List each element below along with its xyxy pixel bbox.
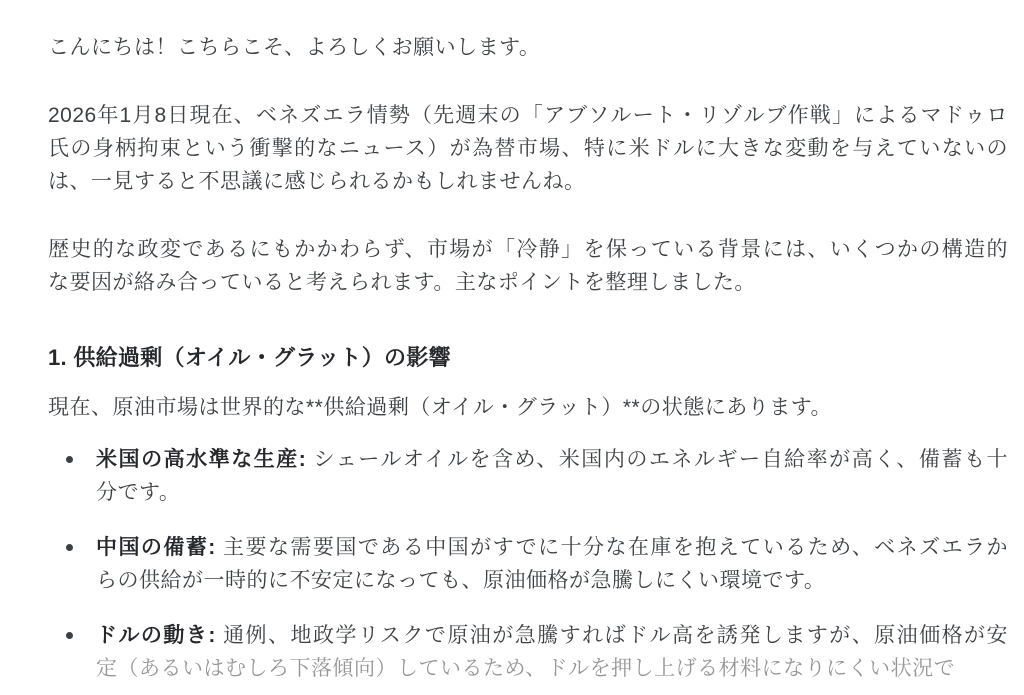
- bullet-text: 通例、地政学リスクで原油が急騰すればドル高を誘発しますが、原油価格が安: [222, 624, 1008, 647]
- bullet-item-us-production: [48, 443, 1008, 509]
- bullet-label: ドルの動き:: [96, 624, 216, 647]
- bullet-item-dollar-movement: [48, 619, 1008, 685]
- section-heading: 1. 供給過剰（オイル・グラット）の影響: [48, 345, 451, 370]
- message-line: 歴史的な政変であるにもかかわらず、市場が「冷静」を保っている背景には、いくつかの構造的: [48, 238, 1008, 261]
- bullet-text: シェールオイルを含め、米国内のエネルギー自給率が高く、備蓄も十: [312, 448, 1008, 471]
- bullet-item-china-stockpile: [48, 531, 1008, 597]
- bullet-text: 主要な需要国である中国がすでに十分な在庫を抱えているため、ベネズエラか: [222, 536, 1008, 559]
- message-line: は、一見すると不思議に感じられるかもしれませんね。: [48, 170, 586, 193]
- message-line: な要因が絡み合っていると考えられます。主なポイントを整理しました。: [48, 271, 756, 294]
- bullet-marker-icon: [66, 456, 73, 463]
- bullet-label: 米国の高水準な生産:: [96, 448, 307, 471]
- situation-paragraph: [48, 99, 1008, 198]
- bullet-first-line: [96, 619, 1008, 652]
- greeting-paragraph: [48, 31, 1008, 64]
- bullet-list: [48, 443, 1008, 685]
- message-line: 氏の身柄拘束という衝撃的なニュース）が為替市場、特に米ドルに大きな変動を与えていないの: [48, 137, 1008, 160]
- bullet-continuation-line: 分です。: [96, 481, 181, 504]
- bullet-continuation-line: らの供給が一時的に不安定になっても、原油価格が急騰しにくい環境です。: [96, 569, 826, 592]
- bullet-label: 中国の備蓄:: [96, 536, 216, 559]
- bullet-marker-icon: [66, 544, 73, 551]
- background-paragraph: [48, 233, 1008, 299]
- message-line: 現在、原油市場は世界的な**供給過剰（オイル・グラット）**の状態にあります。: [48, 396, 833, 419]
- bullet-marker-icon: [66, 632, 73, 639]
- bullet-first-line: [96, 531, 1008, 564]
- message-line: こんにちは！こちらこそ、よろしくお願いします。: [48, 36, 541, 59]
- message-line: 2026年1月8日現在、ベネズエラ情勢（先週末の「アブソルート・リゾルブ作戦」によるマドゥロ: [48, 104, 1008, 127]
- section-intro-paragraph: [48, 391, 1008, 424]
- bullet-continuation-line-streaming: 定（あるいはむしろ下落傾向）しているため、ドルを押し上げる材料になりにくい状況で: [96, 657, 956, 680]
- bullet-first-line: [96, 443, 1008, 476]
